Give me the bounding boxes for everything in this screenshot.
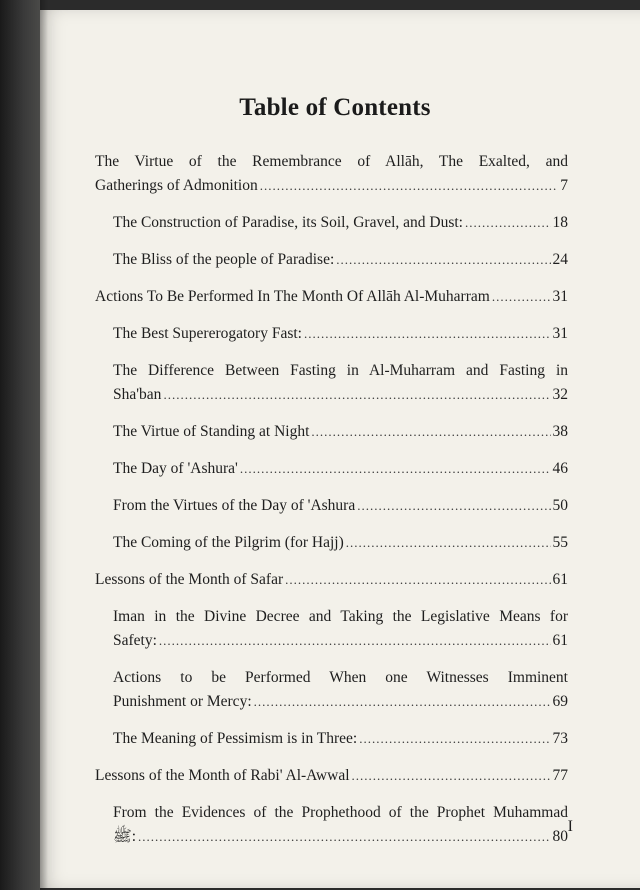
toc-page-number: 32 xyxy=(552,386,568,403)
dot-leader xyxy=(159,629,551,653)
toc-entry xyxy=(113,666,568,714)
toc-entry xyxy=(113,420,568,444)
toc-entry-text-line: From the Evidences of the Prophethood of the Prophet Muhammad xyxy=(113,804,568,821)
toc-entry-text-line: Safety: xyxy=(113,632,157,649)
toc-entry-last-line xyxy=(113,825,568,849)
toc-entry xyxy=(113,727,568,751)
toc-page-number: 38 xyxy=(552,423,568,440)
toc-entry xyxy=(113,494,568,518)
toc-entry-text-line: The Bliss of the people of Paradise: xyxy=(113,251,335,268)
dot-leader xyxy=(240,457,551,481)
toc-entry-text-line: The Coming of the Pilgrim (for Hajj) xyxy=(113,534,344,551)
toc-entry xyxy=(113,211,568,235)
toc-entry-text-line: From the Virtues of the Day of 'Ashura xyxy=(113,497,356,514)
toc-entry xyxy=(113,359,568,407)
toc-page-number: 61 xyxy=(552,571,568,588)
toc-entry xyxy=(95,568,568,592)
toc-page-number: 77 xyxy=(552,767,568,784)
toc-entry-last-line xyxy=(113,211,568,235)
toc-entry-text-line: The Best Supererogatory Fast: xyxy=(113,325,302,342)
toc-entry xyxy=(113,605,568,653)
toc-entry-last-line xyxy=(113,690,568,714)
toc-entry xyxy=(95,764,568,788)
toc-page-number: 24 xyxy=(552,251,568,268)
toc-page-number: 31 xyxy=(552,288,568,305)
toc-entry-text-line: Punishment or Mercy: xyxy=(113,693,252,710)
toc-entry-text-line: The Difference Between Fasting in Al-Muharram and Fasting in xyxy=(113,362,568,379)
toc-entry-last-line xyxy=(95,285,568,309)
dot-leader xyxy=(346,531,551,555)
toc-entry-last-line xyxy=(113,457,568,481)
toc-page-number: 55 xyxy=(552,534,568,551)
toc-entry-text-line: The Virtue of Standing at Night xyxy=(113,423,310,440)
toc-page-number: 46 xyxy=(552,460,568,477)
toc-entry-text-line: Lessons of the Month of Safar xyxy=(95,571,284,588)
background-shadow xyxy=(0,0,40,890)
toc-entry xyxy=(113,531,568,555)
toc-entry-last-line xyxy=(113,322,568,346)
toc-entry xyxy=(113,248,568,272)
toc-entry-last-line xyxy=(113,531,568,555)
table-of-contents xyxy=(95,150,568,862)
toc-page-number: 69 xyxy=(552,693,568,710)
toc-page-number: 31 xyxy=(552,325,568,342)
dot-leader xyxy=(311,420,550,444)
toc-entry xyxy=(113,457,568,481)
toc-page-number: 18 xyxy=(552,214,568,231)
toc-entry xyxy=(113,322,568,346)
toc-page-number: 73 xyxy=(552,730,568,747)
toc-entry-last-line xyxy=(95,764,568,788)
toc-entry-text-line: Actions To Be Performed In The Month Of Allāh Al-Muharram xyxy=(95,288,490,305)
toc-page-number: 80 xyxy=(552,828,568,845)
toc-entry-text-line: The Virtue of the Remembrance of Allāh, The Exalted, and xyxy=(95,153,568,170)
dot-leader xyxy=(352,764,551,788)
toc-entry xyxy=(113,801,568,849)
dot-leader xyxy=(359,727,550,751)
toc-entry-text-line: The Meaning of Pessimism is in Three: xyxy=(113,730,358,747)
toc-entry-text-line: Gatherings of Admonition xyxy=(95,177,258,194)
toc-page-number: 7 xyxy=(560,177,568,194)
toc-entry-text-line: The Day of 'Ashura' xyxy=(113,460,238,477)
dot-leader xyxy=(138,825,550,849)
toc-page-number: 61 xyxy=(552,632,568,649)
toc-entry-text-line: Sha'ban xyxy=(113,386,162,403)
dot-leader xyxy=(254,690,551,714)
toc-entry-text-line: The Construction of Paradise, its Soil, Gravel, and Dust: xyxy=(113,214,463,231)
dot-leader xyxy=(285,568,550,592)
toc-entry-text-line: ﷺ: xyxy=(113,828,137,845)
toc-entry-last-line xyxy=(113,494,568,518)
book-page xyxy=(40,10,640,888)
toc-entry-text-line: Iman in the Divine Decree and Taking the Legislative Means for xyxy=(113,608,568,625)
toc-entry-last-line xyxy=(113,248,568,272)
book-spine xyxy=(40,0,48,890)
toc-entry xyxy=(95,285,568,309)
dot-leader xyxy=(163,383,550,407)
toc-entry xyxy=(95,150,568,198)
toc-entry-last-line xyxy=(113,727,568,751)
dot-leader xyxy=(260,174,559,198)
toc-entry-last-line xyxy=(113,383,568,407)
dot-leader xyxy=(465,211,551,235)
dot-leader xyxy=(492,285,551,309)
toc-entry-last-line xyxy=(95,174,568,198)
dot-leader xyxy=(336,248,550,272)
toc-entry-text-line: Lessons of the Month of Rabi' Al-Awwal xyxy=(95,767,350,784)
page-number: I xyxy=(567,818,573,835)
toc-entry-last-line xyxy=(113,420,568,444)
toc-entry-last-line xyxy=(95,568,568,592)
toc-entry-text-line: Actions to be Performed When one Witnesses Imminent xyxy=(113,669,568,686)
dot-leader xyxy=(304,322,551,346)
toc-entry-last-line xyxy=(113,629,568,653)
toc-page-number: 50 xyxy=(552,497,568,514)
page-title: Table of Contents xyxy=(239,94,431,121)
dot-leader xyxy=(357,494,550,518)
